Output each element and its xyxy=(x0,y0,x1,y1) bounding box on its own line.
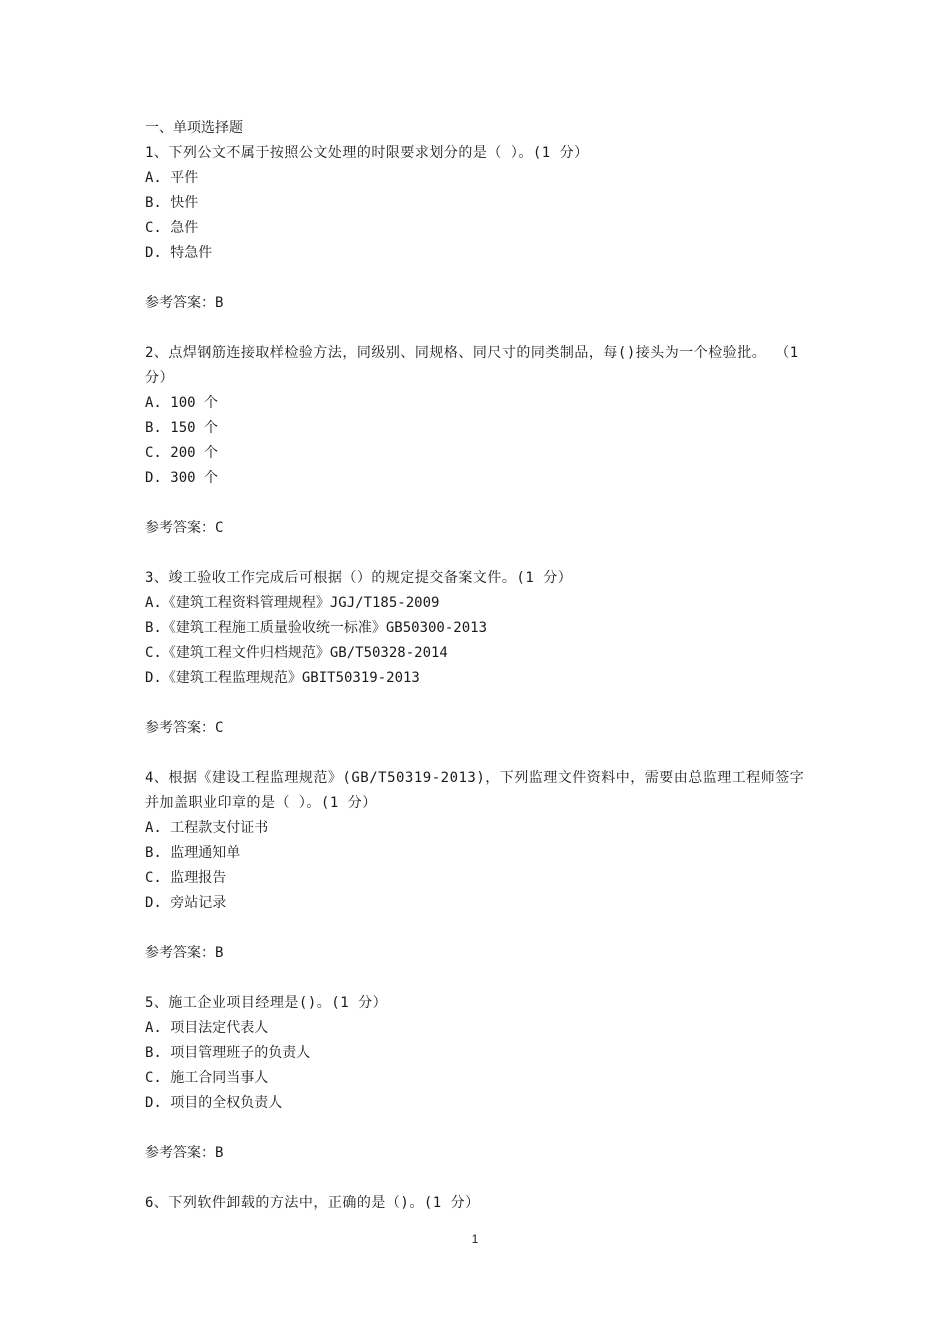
spacer xyxy=(145,916,810,941)
option-d: D. 特急件 xyxy=(145,245,213,261)
option-d: D. 项目的全权负责人 xyxy=(145,1095,283,1111)
question-2 xyxy=(145,341,810,566)
question-4 xyxy=(145,766,810,991)
option-a: A. 100 个 xyxy=(145,395,219,411)
spacer xyxy=(145,316,810,341)
page-number: 1 xyxy=(471,1232,479,1246)
question-6 xyxy=(145,1191,810,1216)
spacer xyxy=(145,1166,810,1191)
section-title: 一、单项选择题 xyxy=(145,120,243,136)
option-a: A. 平件 xyxy=(145,170,199,186)
option-a: A. 项目法定代表人 xyxy=(145,1020,269,1036)
option-a: A.《建筑工程资料管理规程》JGJ/T185-2009 xyxy=(145,595,440,611)
option-d: D. 300 个 xyxy=(145,470,219,486)
option-c: C. 200 个 xyxy=(145,445,219,461)
spacer xyxy=(145,691,810,716)
question-stem: 2、点焊钢筋连接取样检验方法，同级别、同规格、同尺寸的同类制品，每()接头为一个检验批。 （1 分） xyxy=(145,345,799,386)
spacer xyxy=(145,491,810,516)
option-b: B.《建筑工程施工质量验收统一标准》GB50300-2013 xyxy=(145,620,488,636)
option-c: C. 急件 xyxy=(145,220,199,236)
answer-key: 参考答案：C xyxy=(145,520,224,536)
option-c: C. 施工合同当事人 xyxy=(145,1070,269,1086)
option-d: D.《建筑工程监理规范》GBIT50319-2013 xyxy=(145,670,420,686)
document-content xyxy=(145,116,810,1216)
question-1 xyxy=(145,141,810,341)
option-c: C.《建筑工程文件归档规范》GB/T50328-2014 xyxy=(145,645,448,661)
question-stem: 3、竣工验收工作完成后可根据（）的规定提交备案文件。(1 分） xyxy=(145,570,573,586)
option-a: A. 工程款支付证书 xyxy=(145,820,269,836)
question-stem: 5、施工企业项目经理是()。(1 分） xyxy=(145,995,388,1011)
question-3 xyxy=(145,566,810,766)
option-c: C. 监理报告 xyxy=(145,870,227,886)
answer-key: 参考答案：B xyxy=(145,295,224,311)
option-b: B. 项目管理班子的负责人 xyxy=(145,1045,311,1061)
spacer xyxy=(145,266,810,291)
question-stem: 4、根据《建设工程监理规范》(GB/T50319-2013)，下列监理文件资料中，需要由总监理工程师签字并加盖职业印章的是（ ）。(1 分） xyxy=(145,770,805,811)
answer-key: 参考答案：B xyxy=(145,945,224,961)
spacer xyxy=(145,741,810,766)
option-d: D. 旁站记录 xyxy=(145,895,227,911)
option-b: B. 150 个 xyxy=(145,420,219,436)
option-b: B. 快件 xyxy=(145,195,199,211)
answer-key: 参考答案：C xyxy=(145,720,224,736)
question-stem: 6、下列软件卸载的方法中，正确的是（)。(1 分） xyxy=(145,1195,480,1211)
question-stem: 1、下列公文不属于按照公文处理的时限要求划分的是（ ）。(1 分） xyxy=(145,145,589,161)
spacer xyxy=(145,1116,810,1141)
question-5 xyxy=(145,991,810,1191)
answer-key: 参考答案：B xyxy=(145,1145,224,1161)
spacer xyxy=(145,966,810,991)
spacer xyxy=(145,541,810,566)
option-b: B. 监理通知单 xyxy=(145,845,241,861)
